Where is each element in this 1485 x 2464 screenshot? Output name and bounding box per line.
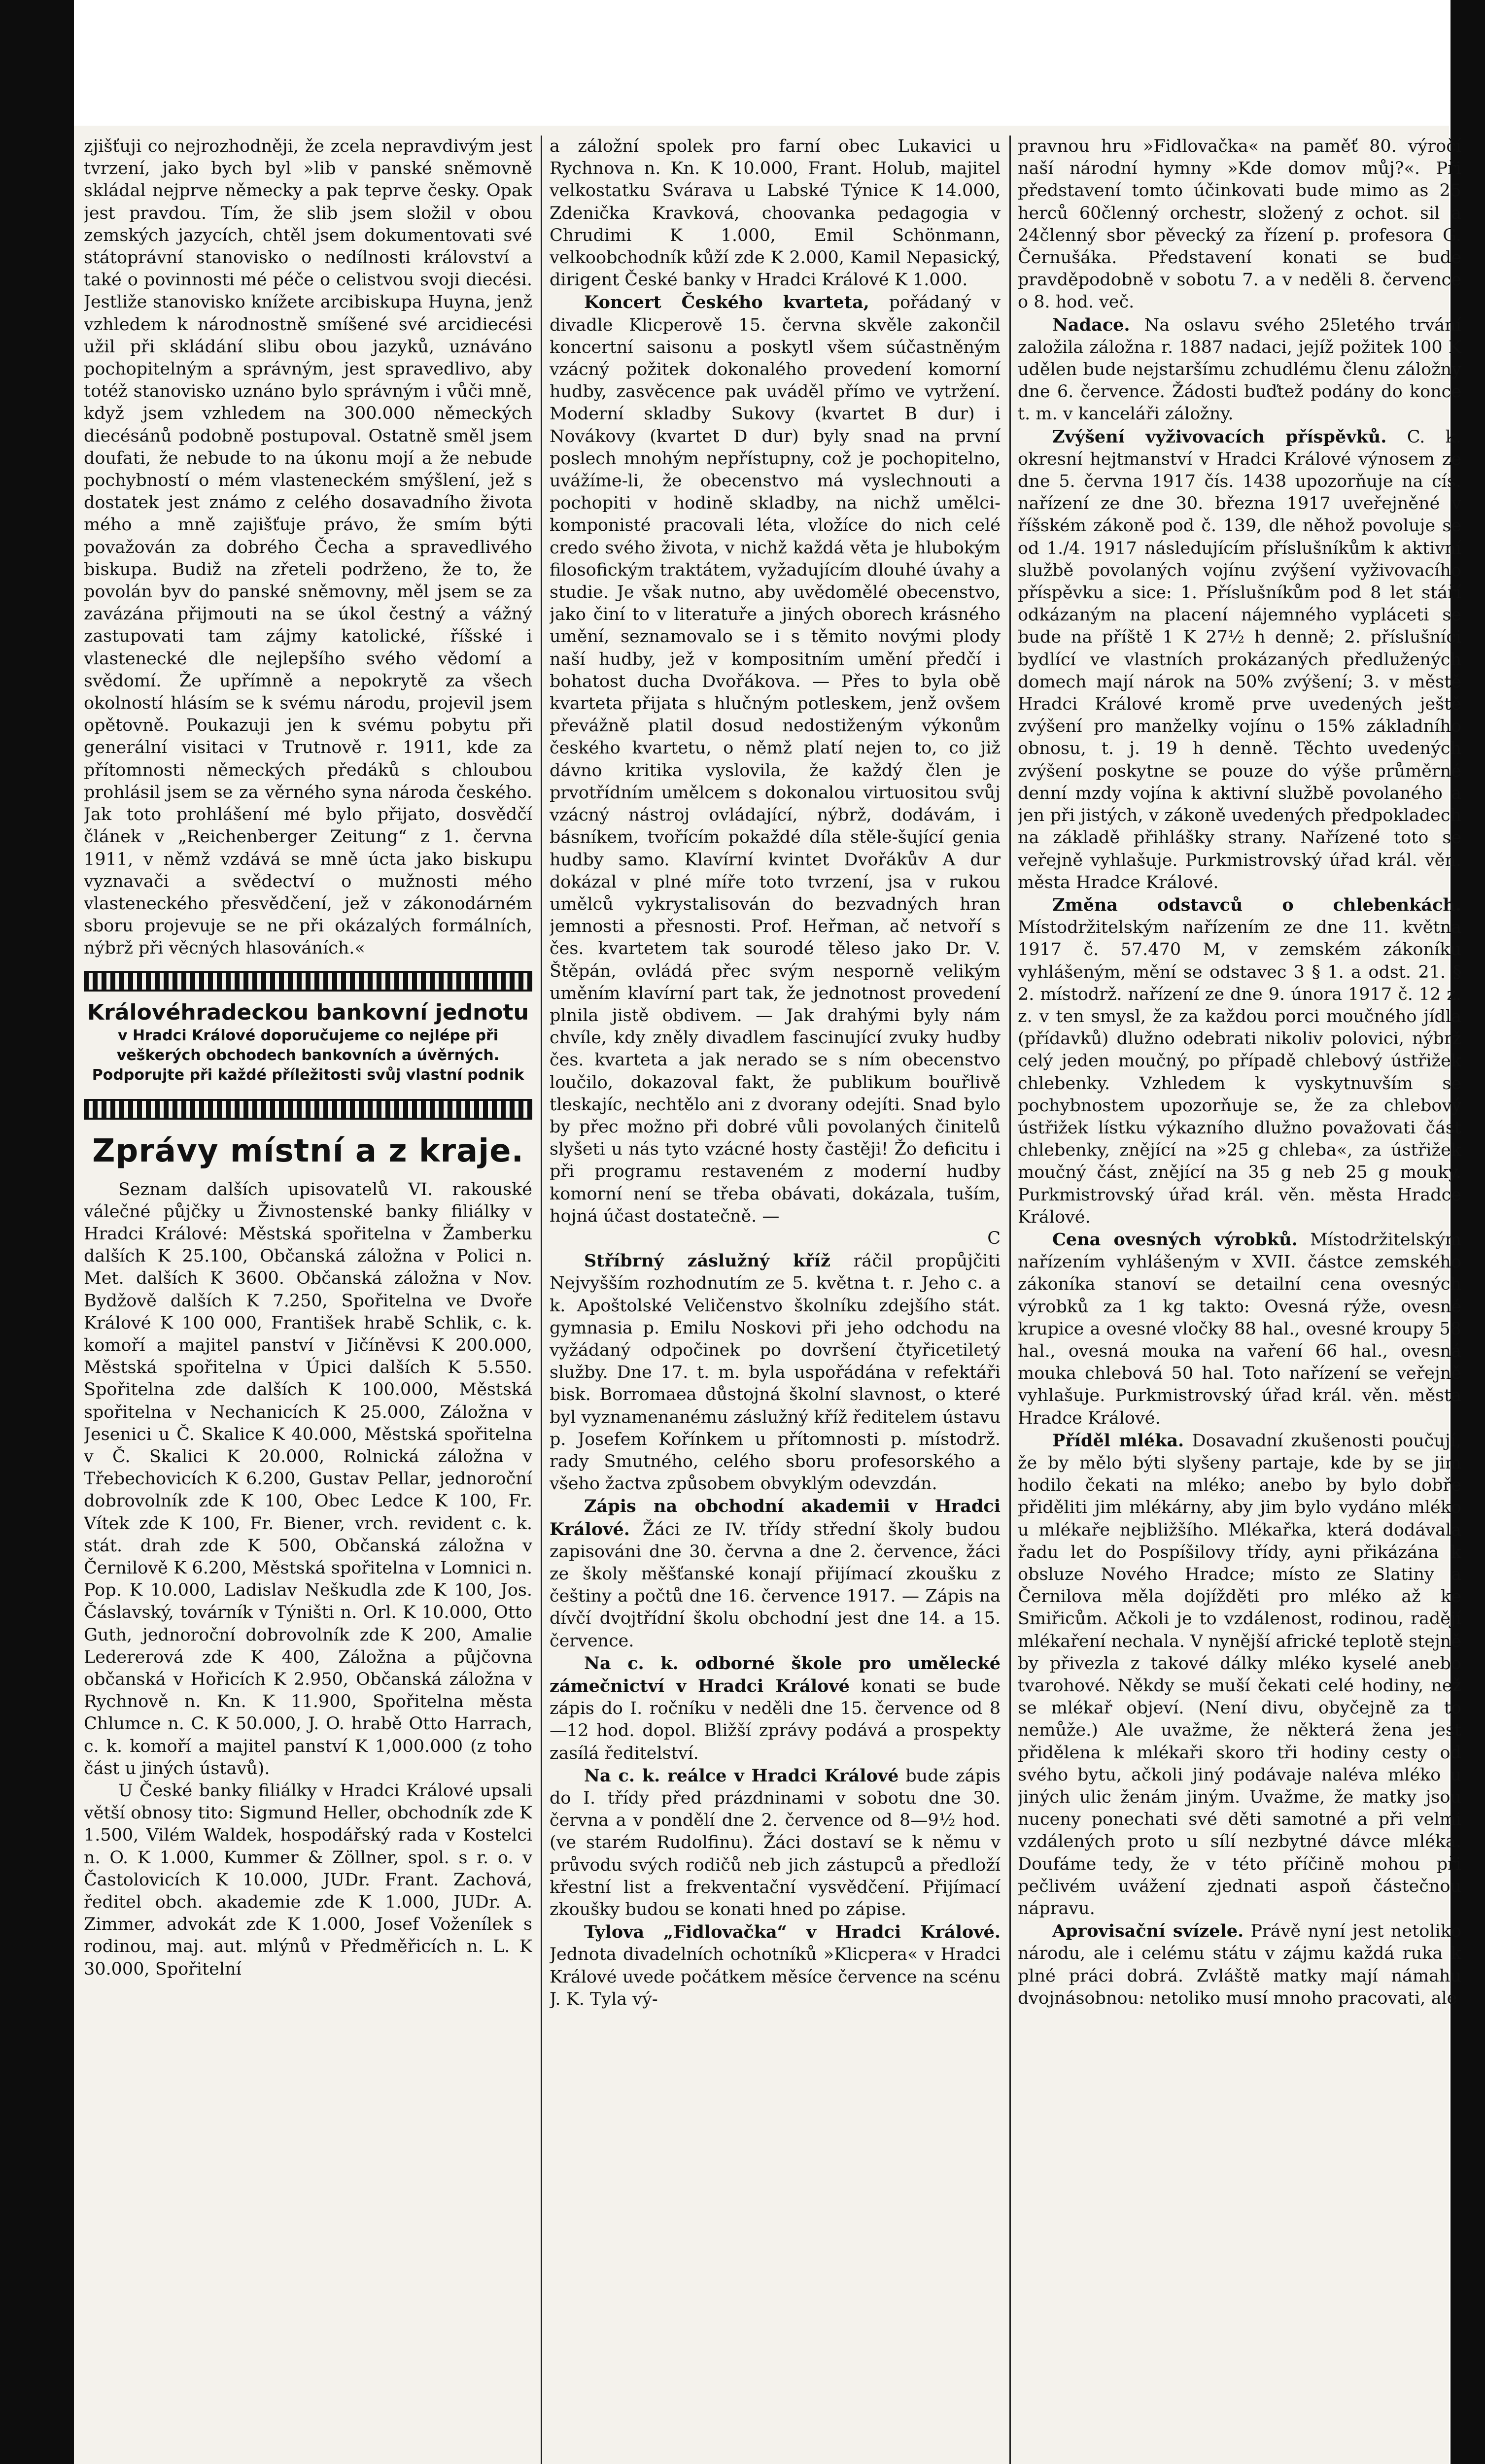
article-fidlovacka-continuation: pravnou hru »Fidlovačka« na paměť 80. výročí naší národní hymny »Kde domov můj?«. Při představení tomto účinkovati bude mimo as 25 herců 60členný orchestr, složený z ochot. sil a 24členný sbor pěvecký za řízení p. profesora G. Černušáka. Představení konati se bude pravděpodobně v sobotu 7. a v neděli 8. července o 8. hod. več.	[1018, 137, 1461, 312]
top-margin	[0, 0, 1485, 126]
article-body: Místodržitelským nařízením ze dne 11. května 1917 č. 57.470 M, v zemském zákoníku vyhlášeným, mění se odstavec 3 § 1. a odst. 21. § 2. místodrž. nařízení ze dne 9. února 1917 č. 12 z. z. v ten smysl, že za každou porci moučného jídla (přídavků) dlužno odebrati nikoliv polovici, nýbrž celý jeden moučný, po případě chlebový ústřižek chlebenky. Vzhledem k vyskytnuvším se pochybnostem upozorňuje se, že za chlebový ústřižek lístku výkazního dlužno považovati část chlebenky, znějící na »25 g chleba«, za ústřižek moučný část, znějící na 35 g neb 25 g mouky. Purkmistrovský úřad král. věn. města Hradce Králové.	[1018, 918, 1461, 1227]
article-oat-prices	[1018, 1229, 1461, 1430]
news-war-loan: Seznam dalších upisovatelů VI. rakouské válečné půjčky u Živnostenské banky filiálky v Hradci Králové: Městská spořitelna v Žamberku dalších K 25.100, Občanská záložna v Polici n. Met. dalších K 3600. Občanská záložna v Nov. Bydžově dalších K 7.250, Spořitelna ve Dvoře Králové K 100 000, František hrabě Schlik, c. k. komoří a majitel panství v Jičíněvsi K 200.000, Městská spořitelna v Úpici dalších K 5.550. Spořitelna zde dalších K 100.000, Městská spořitelna v Nechanicích K 25.000, Záložna v Jesenici u Č. Skalice K 40.000, Městská spořitelna v Č. Skalici K 20.000, Rolnická záložna v Třebechovicích K 6.200, Gustav Pellar, jednoroční dobrovolník zde K 100, Obec Ledce K 100, Fr. Vítek zde K 100, Fr. Biener, vrch. revident c. k. stát. drah zde K 500, Občanská záložna v Černilově K 6.200, Městská spořitelna v Lomnici n. Pop. K 10.000, Ladislav Neškudla zde K 100, Jos. Čáslavský, továrník v Týništi n. Orl. K 10.000, Otto Guth, jednoroční dobrovolník zde K 200, Amalie Ledererová zde K 400, Záložna a půjčovna občanská v Hořicích K 2.950, Občanská záložna v Rychnově n. Kn. K 11.900, Spořitelna města Chlumce n. C. K 50.000, J. O. hrabě Otto Harrach, c. k. komoří a majitel panství K 1,000.000 (z toho část u jiných ústavů).	[84, 1179, 532, 1779]
column-3	[1018, 136, 1461, 2464]
article-headline: Na c. k. reálce v Hradci Králové	[584, 1765, 899, 1786]
article-headline: Změna odstavců o chlebenkách.	[1052, 894, 1461, 915]
left-scan-edge	[0, 0, 74, 2464]
article-headline: Nadace.	[1052, 314, 1130, 335]
article-academy-enrollment	[550, 1495, 1001, 1652]
article-signature: C	[987, 1228, 1001, 1248]
section-title: Zprávy místní a z kraje.	[92, 1132, 524, 1169]
article-body: pořádaný v divadle Klicperově 15. června skvěle zakončil koncertní saisonu a poskytl všem súčastněným vzácný požitek dokonalého provedení komorní hudby, zasvěcence pak uváděl přímo ve vytržení. Moderní skladby Sukovy (kvartet B dur) i Novákovy (kvartet D dur) byly snad na první poslech mnohým nepřístupny, což je pochopitelno, uvážíme-li, že obecenstvo má vyslechnouti a pochopiti v hodině skladby, na nichž umělci-komponisté pracovali léta, vložíce do nich celé credo svého života, v nichž každá věta je hlubokým filosofickým traktátem, vyžadujícím dlouhé úvahy a studie. Je však nutno, aby uvědomělé obecenstvo, jako činí to v literatuře a jiných oborech krásného umění, seznamovalo se i s těmito novými plody naší hudby, jež v kompositním umění předčí i bohatost ducha Dvořákova. — Přes to byla obě kvarteta přijata s hlučným potleskem, jenž ovšem převážně platil dosud nedostiženým výkonům českého kvartetu, o němž platí nejen to, co již dávno kritika vyslovila, že každý člen je prvotřídním umělcem s dokonalou virtuositou svůj vzácný nástroj ovládající, nýbrž, dodávám, i básníkem, tvořícím pokaždé díla stěle-šující genia hudby samo. Klavírní kvintet Dvořákův A dur dokázal v plné míře toto tvrzení, jsa v rukou umělců vykrystalisován do bezvadných hran jemnosti a přesnosti. Prof. Heřman, ač netvoří s čes. kvartetem tak sourodé těleso jako Dr. V. Štěpán, ovládá přec svým nesporně velikým uměním klavírní part tak, že jednotnost provedení plnila jistě obdivem. — Jak drahými byly nám chvíle, kdy zněly divadlem fascinující zvuky hudby čes. kvarteta a jak nerado se s ním obecenstvo loučilo, dokazoval fakt, že publikum bouřlivě tleskajíc, nechtělo ani z dvorany odejíti. Snad bylo by přec možno při dobré vůli povolaných činitelů slyšeti u nás tyto vzácné hosty častěji! Žo deficitu i při programu restaveném z moderní hudby komorní není se třeba obávati, dokázala, tuším, hojná účast dostatečně. —	[550, 293, 1001, 1226]
article-silver-cross	[550, 1250, 1001, 1495]
article-body: Místodržitelským nařízením vyhlášeným v XVII. částce zemského zákoníka stanoví se detailní cena ovesných výrobků za 1 kg takto: Ovesná rýže, ovesné krupice a ovesné vločky 88 hal., ovesné kroupy 58 hal., ovesná mouka na vaření 66 hal., ovesná mouka chlebová 50 hal. Toto nařízení se veřejně vyhlašuje. Purkmistrovský úřad král. věn. města Hradce Králové.	[1018, 1230, 1461, 1428]
article-bread-cards	[1018, 894, 1461, 1229]
article-headline: Aprovisační svízele.	[1052, 1921, 1244, 1942]
article-headline: Zápis na obchodní akademii v Hradci Králové.	[550, 1496, 1001, 1540]
article-realschool	[550, 1765, 1001, 1921]
ornament-divider	[84, 1099, 532, 1120]
article-headline: Koncert Českého kvarteta,	[584, 292, 869, 313]
article-headline: Zvýšení vyživovacích příspěvků.	[1052, 426, 1387, 447]
article-headline: Cena ovesných výrobků.	[1052, 1229, 1298, 1250]
article-body: Na oslavu svého 25letého trvání založila záložna r. 1887 nadaci, jejíž požitek 100 K udělen bude nejstaršímu zchudlému členu záložny dne 6. července. Žádosti buďtež podány do konce t. m. v kanceláři záložny.	[1018, 315, 1461, 424]
article-allowance-increase	[1018, 426, 1461, 894]
column-rule	[1009, 136, 1011, 2464]
article-body: bude zápis do I. třídy před prázdninami v sobotu dne 30. června a v pondělí dne 2. července od 8—9½ hod. (ve starém Rudolfinu). Žáci dostaví se k němu v průvodu svých rodičů neb jich zástupců a předloží křestní list a frekventační vysvědčení. Přijímací zkoušky budou se konati hned po zápise.	[550, 1766, 1001, 1920]
article-body: Jednota divadelních ochotníků »Klicpera« v Hradci Králové uvede počátkem měsíce července na scénu J. K. Tyla vý-	[550, 1945, 1001, 2009]
ad-body: v Hradci Králové doporučujeme co nejlépe při veškerých obchodech bankovních a úvěrných. Podporujte při každé příležitosti svůj vlastní podnik	[92, 1027, 524, 1084]
article-provisioning	[1018, 1920, 1461, 2010]
article-locksmith-school	[550, 1652, 1001, 1765]
article-headline: Tylova „Fidlovačka“ v Hradci Králové.	[584, 1922, 1001, 1943]
column-2	[550, 136, 1001, 2464]
article-body: Právě nyní jest netoliko národu, ale i celému státu v zájmu každá ruka k plné práci dobrá. Zvláště matky mají námahu dvojnásobnou: netoliko musí mnoho pracovati, ale	[1018, 1921, 1461, 2008]
article-body: konati se bude zápis do I. ročníku v neděli dne 15. července od 8—12 hod. dopol. Bližší zprávy podává a prospekty zasílá ředitelství.	[550, 1677, 1001, 1763]
article-body: Dosavadní zkušenosti poučují, že by mělo býti slyšeny partaje, kde by se jim hodilo čekati na mléko; anebo by bylo dobře přiděliti jim mlékárny, aby jim bylo vydáno mléko u mlékaře nejbližšího. Mlékařka, která dodávala řadu let do Pospíšilovy třídy, ayni přikázána k obsluze Nového Hradce; místo ze Slatiny a Černilova měla dojížděti pro mléko až ke Smiřicům. Ačkoli je to vzdálenost, rodinou, radějí mlékaření nechala. V nynější africké teplotě stejně by přivezla z takové dálky mléko kyselé anebo tvarohové. Někdy se muší čekati celé hodiny, než se mlékař objeví. (Není divu, obyčejně za to nemůže.) Ale uvažme, že některá žena jest přidělena k mlékaři skoro tři hodiny cesty od svého bytu, ačkoli jiný podávaje naléva mléko u jiných ulic ženám jiným. Uvažme, že matky jsou nuceny ponechati své děti samotné a při velmi vzdálených proto u sílí nezbytné dávce mléka. Doufáme tedy, že v této příčině mohou při pečlivém uvážení zjednati aspoň částečnou nápravu.	[1018, 1431, 1461, 1919]
article-body: Žáci ze IV. třídy střední školy budou zapisováni dne 30. června a dne 2. července, žáci ze školy měšťanské konají přijímací zkoušku z češtiny a počtů dne 16. července 1917. — Zápis na dívčí dvojtřídní školu obchodní jest dne 14. a 15. července.	[550, 1519, 1001, 1651]
article-fidlovacka	[550, 1921, 1001, 2011]
article-body: C. k. okresní hejtmanství v Hradci Králové výnosem ze dne 5. června 1917 čís. 1438 upozorňuje na cís. nařízení ze dne 30. března 1917 uveřejněné v říšském zákoně pod č. 139, dle něhož povoluje se od 1./4. 1917 následujícím příslušníkům k aktivní službě povolaných vojínu zvýšení vyživovacího příspěvku a sice: 1. Příslušníkům pod 8 let stáří odkázaným na placení nájemného vypláceti se bude na příště 1 K 27½ h denně; 2. příslušníci bydlící ve vlastních prokázaných předlužených domech mají nárok na 50% zvýšení; 3. v městě Hradci Králové kromě prve uvedených ještě zvýšení pro manželky vojínu o 15% základního obnosu, t. j. 19 h denně. Těchto uvedených zvýšení poskytne se pouze do výše průměrné denní mzdy vojína k aktivní službě povolaného a jen při jistých, v zákoně uvedených předpokladech na základě přihlášky strany. Nařízené toto se veřejně vyhlašuje. Purkmistrovský úřad král. věn. města Hradce Králové.	[1018, 427, 1461, 892]
ad-title: Královéhradeckou bankovní jednotu	[87, 999, 529, 1025]
article-continuation: zjišťuji co nejrozhodněji, že zcela nepravdivým jest tvrzení, jako bych byl »lib v panské sněmovně skládal nejprve německy a pak teprve česky. Opak jest pravdou. Tím, že slib jsem složil v obou zemských jazycích, chtěl jsem dokumentovati své státoprávní stanovisko o nedílnosti království a také o povinnosti mé péče o celistvou svoji diecési. Jestliže stanovisko knížete arcibiskupa Huyna, jenž vzhledem k národnostně smíšené své arcidiecési užil při skládání slibu obou jazyků, uznáváno pochopitelným a správným, jest spravedlivo, aby totéž stanovisko uznáno bylo správným i vůči mně, když jsem vzhledem na 300.000 německých diecésánů podobně postupoval. Ostatně směl jsem doufati, že nebude to na úkonu mojí a že nebude pochybností o mém vlasteneckém smýšlení, jež s dostatek jest známo z celého dosavadního života mého a mně zajišťuje právo, že smím býti považován za dobrého Čecha a spravedlivého biskupa. Budiž na zřeteli podrženo, že to, že povolán byv do panské sněmovny, měl jsem se za zavázána přijmouti na se úkol čestný a vážný zastupovati tam zájmy katolické, říšské i vlastenecké dle nejlepšího svého vědomí a svědomí. Že upřímně a nepokrytě za všech okolností hlásím se k svému národu, projevil jsem opětovně. Poukazuji jen k svému pobytu při generální visitaci v Trutnově r. 1911, kde za přítomnosti německých předáků s chloubou prohlásil jsem se za věrného syna národa českého. Jak toto prohlášení mé bylo přijato, dosvědčí článek v „Reichenberger Zeitung“ z 1. června 1911, v němž vzdává se mně úcta jako biskupu vyznavači a svědectví o mužnosti mého vlasteneckého přesvědčení, jež v zákonodárném sboru projevuje se ne při okázalých formálních, nýbrž při věcných hlasováních.«	[84, 137, 532, 958]
article-milk-allocation	[1018, 1430, 1461, 1920]
article-body: ráčil propůjčiti Nejvyšším rozhodnutím ze 5. května t. r. Jeho c. a k. Apoštolské Veličenstvo školníku zdejšího stát. gymnasia p. Emilu Noskovi při jeho odchodu na vyžádaný odpočinek po dovršení čtyřicetiletý služby. Dne 17. t. m. byla uspořádána v refektáři bisk. Borromaea důstojná školní slavnost, o které byl vyznamenanému záslužný kříž ředitelem ústavu p. Josefem Kořínkem u přítomnosti p. místodrž. rady Smutného, celého sboru profesorského a všeho žactva způsobem obvyklým odevzdán.	[550, 1251, 1001, 1494]
article-concert	[550, 291, 1001, 1228]
news-war-loan-continuation: a záložní spolek pro farní obec Lukavici u Rychnova n. Kn. K 10.000, Frant. Holub, majitel velkostatku Svárava u Labské Týnice K 14.000, Zdenička Kravková, choovanka pedagogia v Chrudimi K 1.000, Emil Schönmann, velkoobchodník kůží zde K 2.000, Kamil Nepasický, dirigent České banky v Hradci Králové K 1.000.	[550, 137, 1001, 290]
article-headline: Stříbrný záslužný kříž	[584, 1251, 830, 1271]
column-rule	[541, 136, 542, 2464]
ornament-divider	[84, 971, 532, 992]
article-headline: Příděl mléka.	[1052, 1430, 1184, 1451]
bank-advertisement	[84, 996, 532, 1088]
article-headline: Na c. k. odborné škole pro umělecké zámečnictví v Hradci Králové	[550, 1653, 1001, 1697]
column-1	[84, 136, 532, 2464]
news-ceska-banka: U České banky filiálky v Hradci Králové upsali větší obnosy tito: Sigmund Heller, obchodník zde K 1.500, Vilém Waldek, hospodářský rada v Kostelci n. O. K 1.000, Kummer & Zöllner, spol. s r. o. v Častolovicích K 10.000, JUDr. Frant. Zachová, ředitel obch. akademie zde K 1.000, JUDr. A. Zimmer, advokát zde K 1.000, Josef Voženílek s rodinou, maj. aut. mlýnů v Předměřicích n. L. K 30.000, Spořitelní	[84, 1781, 532, 1979]
article-foundation	[1018, 314, 1461, 426]
